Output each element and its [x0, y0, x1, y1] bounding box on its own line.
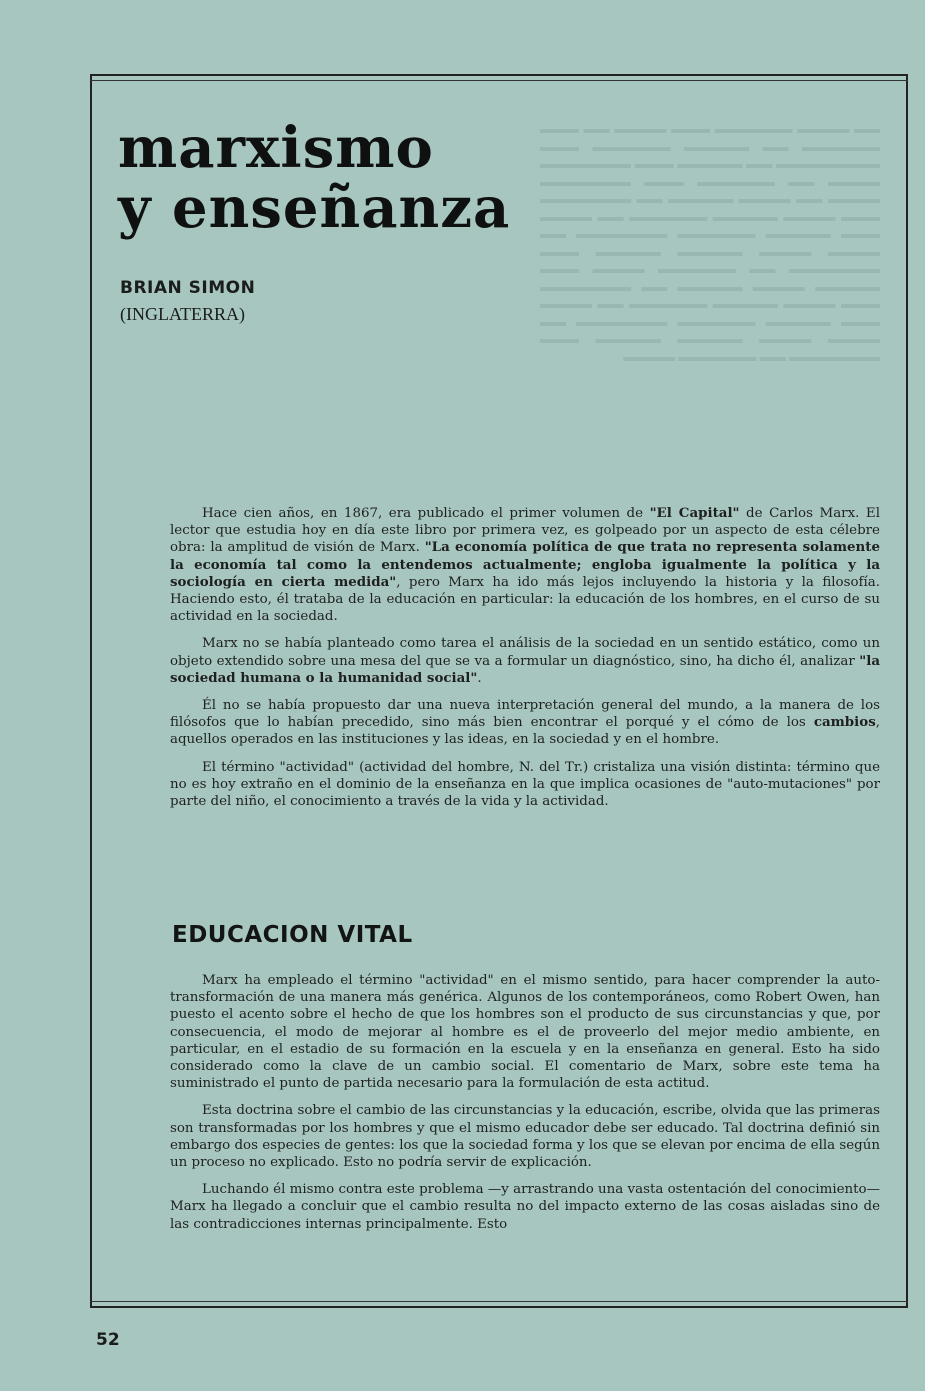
- paragraph: [170, 759, 880, 811]
- paragraph: [170, 1102, 880, 1171]
- paragraph: [170, 697, 880, 749]
- section-text: [170, 972, 880, 1243]
- intro-text: [170, 505, 880, 820]
- text-run: Marx no se había planteado como tarea el análisis de la sociedad en un sentido estático, como un objeto extendido sobre una mesa del que se va a formular un diagnóstico, sino, ha dicho él, analizar: [170, 636, 880, 669]
- text-run: El término "actividad" (actividad del hombre, N. del Tr.) cristaliza una visión distinta: término que no es hoy extraño en el dominio de la enseñanza en la que implica ocasiones de "auto-mutaciones" por parte del niño, el conocimiento a través de la vida y la actividad.: [170, 759, 880, 810]
- frame-top-inner-rule: [90, 80, 908, 81]
- title-line-1: marxismo: [118, 115, 434, 181]
- paragraph: [170, 972, 880, 1092]
- bold-run: cambios: [813, 714, 876, 731]
- text-run: , aquellos operados en las instituciones y las ideas, en la sociedad y en el hombre.: [170, 715, 880, 748]
- bold-run: "La economía política de que trata no representa solamente la economía tal como la entendemos actualmente; engloba igualmente la política y la sociología en cierta medida": [170, 539, 880, 590]
- bold-run: "El Capital": [649, 505, 740, 521]
- section-heading: EDUCACION VITAL: [172, 922, 413, 948]
- bold-run: "la sociedad humana o la humanidad social": [170, 652, 880, 686]
- text-run: Marx ha empleado el término "actividad" en el mismo sentido, para hacer comprender la auto-transformación de una manera más genérica. Algunos de los contemporáneos, como Robert Owen, han puesto el acento sobre el hecho de que los hombres son el producto de sus circunstancias y que, por consecuencia, el modo de mejorar al hombre es el de proveerlo del mejor medio ambiente, en particular, en el estadio de su formación en la escuela y en la enseñanza en general. Esto ha sido considerado como la clave de un cambio social. El comentario de Marx, sobre este tema ha suministrado el punto de partida necesario para la formulación de esta actitud.: [170, 973, 880, 1092]
- title-line-2: y enseñanza: [118, 175, 511, 241]
- frame-left-rule: [90, 76, 92, 1306]
- article-title: [118, 115, 511, 241]
- paragraph: [170, 635, 880, 687]
- text-run: de Carlos Marx. El lector que estudia hoy en día este libro por primera vez, es golpeado por un aspecto de esta célebre obra: la amplitud de visión de Marx.: [170, 506, 880, 556]
- page-number: 52: [96, 1330, 120, 1350]
- text-run: Él no se había propuesto dar una nueva interpretación general del mundo, a la manera de los filósofos que lo habían precedido, sino más bien encontrar el porqué y el cómo de los: [170, 698, 880, 731]
- bleed-through-text: ▬▬ ▬▬▬▬ ▬▬▬▬▬▬ ▬▬▬ ▬▬▬▬ ▬▬ ▬▬▬ ▬▬▬▬▬▬ ▬▬ ▬▬▬▬▬ ▬▬▬▬▬▬ ▬▬▬ ▬▬▬▬▬▬▬▬ ▬▬ ▬▬▬▬▬ ▬▬▬ ▬▬▬▬▬▬▬ ▬▬▬▬ ▬▬ ▬▬▬▬▬▬ ▬▬▬ ▬▬▬▬▬▬▬ ▬▬▬▬ ▬▬ ▬▬▬▬ ▬▬▬▬▬ ▬▬ ▬▬▬▬▬▬▬ ▬▬▬ ▬▬▬▬ ▬▬▬▬▬ ▬▬▬▬▬▬ ▬▬ ▬▬▬▬ ▬▬▬ ▬▬▬▬▬ ▬▬▬▬▬▬ ▬▬▬▬▬▬▬ ▬▬ ▬▬▬▬ ▬▬▬▬ ▬▬▬▬▬ ▬▬▬▬▬ ▬▬▬ ▬▬▬▬▬▬▬ ▬▬ ▬▬▬▬▬▬ ▬▬▬▬ ▬▬▬ ▬▬▬▬▬ ▬▬▬▬ ▬▬▬▬▬ ▬▬ ▬▬▬▬▬▬▬ ▬▬▬ ▬▬▬▬ ▬▬▬▬▬ ▬▬▬▬▬▬ ▬▬ ▬▬▬▬ ▬▬▬ ▬▬▬▬▬ ▬▬▬▬▬▬ ▬▬▬▬▬▬▬ ▬▬ ▬▬▬▬ ▬▬▬▬ ▬▬▬▬▬ ▬▬▬▬▬ ▬▬▬ ▬▬▬▬▬▬▬ ▬▬ ▬▬▬▬▬▬ ▬▬▬▬: [540, 121, 880, 364]
- text-run: Esta doctrina sobre el cambio de las circunstancias y la educación, escribe, olvida que las primeras son transformadas por los hombres y que el mismo educador debe ser educado. Tal doctrina definió sin embargo dos especies de gentes: los que la sociedad forma y los que se elevan por encima de ella según un proceso no explicado. Esto no podría servir de explicación.: [170, 1103, 880, 1171]
- text-run: , pero Marx ha ido más lejos incluyendo la historia y la filosofía. Haciendo esto, él trataba de la educación en particular: la educación de los hombres, en el curso de su actividad en la sociedad.: [170, 574, 881, 625]
- paragraph: [170, 505, 880, 625]
- frame-right-rule: [906, 76, 908, 1306]
- text-run: Hace cien años, en 1867, era publicado el primer volumen de: [202, 506, 650, 521]
- text-run: Luchando él mismo contra este problema —y arrastrando una vasta ostentación del conocimiento— Marx ha llegado a concluir que el cambio resulta no del impacto externo de las cosas aisladas sino de las contradicciones internas principalmente. Esto: [170, 1182, 880, 1232]
- author-name: BRIAN SIMON: [120, 278, 256, 298]
- text-run: .: [477, 670, 482, 686]
- paragraph: [170, 1181, 880, 1233]
- author-country: (INGLATERRA): [120, 304, 245, 324]
- frame-bottom-inner-rule: [90, 1301, 908, 1302]
